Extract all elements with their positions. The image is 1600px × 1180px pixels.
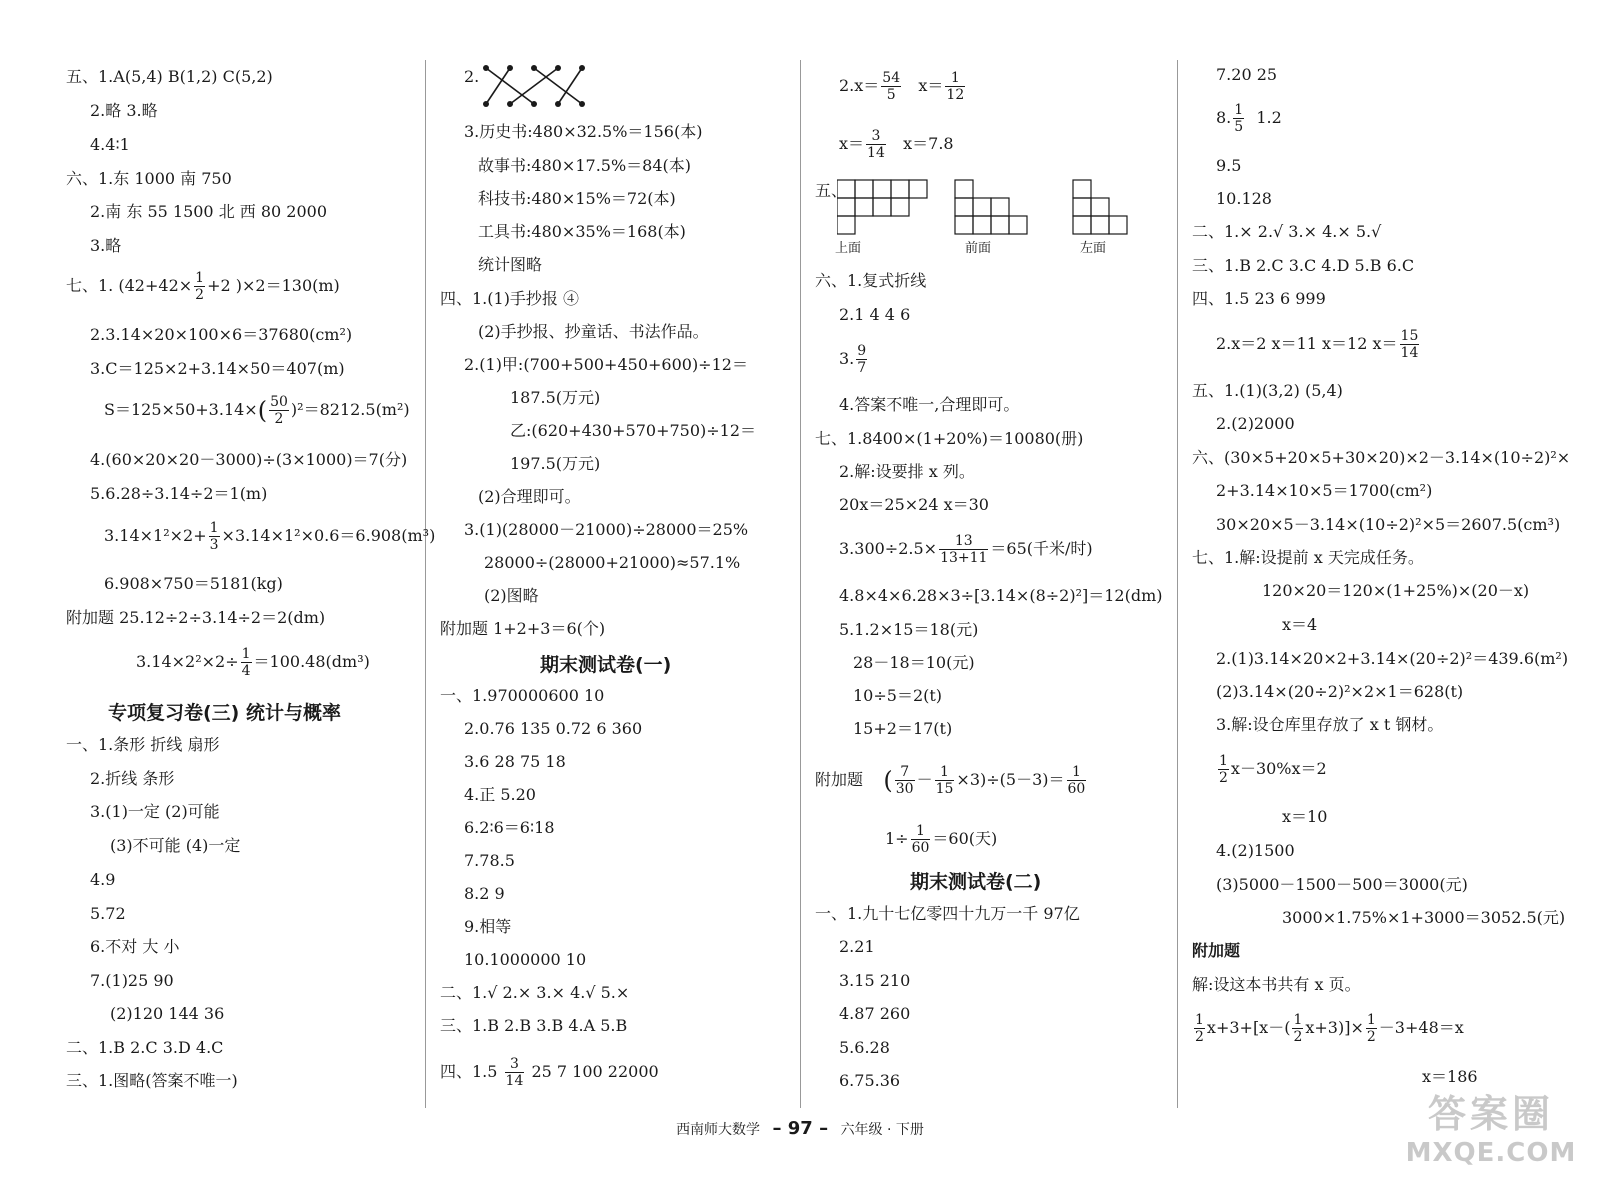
numerator: 1	[209, 520, 219, 536]
expr-part: ＝65(千米/时)	[990, 539, 1093, 558]
fraction	[1292, 1012, 1303, 1045]
site-watermark	[1396, 1083, 1586, 1168]
denominator: 13+11	[940, 550, 988, 566]
answer-line: 4.8×4×6.28×3÷[3.14×(8÷2)²]＝12(dm)	[839, 586, 1163, 605]
answer-line	[104, 520, 435, 553]
denominator: 2	[1293, 1029, 1303, 1045]
answer-line	[464, 66, 479, 88]
answer-line: 3.C＝125×2+3.14×50＝407(m)	[90, 359, 345, 378]
fraction	[939, 533, 988, 566]
expr-part: 1.2	[1256, 108, 1282, 127]
view-label: 左面	[1080, 241, 1107, 256]
answer-line: 二、1.B 2.C 3.D 4.C	[66, 1038, 224, 1057]
answer-line: 4.(2)1500	[1216, 841, 1295, 860]
answer-line: 6.908×750＝5181(kg)	[104, 574, 283, 593]
fraction	[1400, 328, 1420, 361]
answer-line: 10÷5＝2(t)	[853, 686, 943, 705]
answer-line: 工具书:480×35%＝168(本)	[478, 222, 686, 241]
answer-line	[440, 1056, 659, 1089]
answer-line: (2)120 144 36	[110, 1004, 225, 1023]
fraction	[1366, 1012, 1377, 1045]
section-title: 期末测试卷(一)	[540, 654, 672, 676]
numerator: 1	[195, 270, 205, 286]
answer-line: 3.15 210	[839, 971, 911, 990]
answer-line: 附加题 1+2+3＝6(个)	[440, 619, 606, 638]
answer-line: 120×20＝120×(1+25%)×(20－x)	[1262, 581, 1530, 600]
fraction	[856, 343, 867, 376]
numerator: 1	[1067, 764, 1087, 781]
answer-line: 故事书:480×17.5%＝84(本)	[478, 156, 692, 175]
answer-line: 8.2 9	[464, 884, 505, 903]
fraction	[505, 1056, 525, 1089]
answer-line: 六、1.东 1000 南 750	[66, 169, 232, 188]
numerator: 13	[939, 533, 988, 550]
answer-line: 4.4∶1	[90, 135, 130, 154]
answer-line: 六、(30×5+20×5+30×20)×2－3.14×(10÷2)²×	[1192, 448, 1571, 467]
denominator: 2	[1219, 770, 1228, 786]
answer-line: 2.南 东 55 1500 北 西 80 2000	[90, 202, 328, 221]
answer-line	[104, 394, 410, 427]
fraction	[194, 270, 205, 303]
fraction	[1194, 1012, 1205, 1045]
item-number: 8.	[1216, 108, 1232, 127]
answer-line	[1216, 102, 1282, 135]
fraction	[866, 128, 886, 161]
answer-line: 3.6 28 75 18	[464, 752, 566, 771]
expr-part: )÷(5－3)＝	[980, 770, 1065, 789]
denominator: 60	[911, 840, 930, 856]
answer-line: 乙:(620+430+570+750)÷12＝	[510, 421, 757, 440]
expr-part: +2 )×2＝130(m)	[207, 276, 340, 295]
fraction	[911, 823, 931, 856]
answer-line	[136, 646, 370, 679]
denominator: 30	[895, 781, 914, 797]
answer-line: 5.72	[90, 904, 126, 923]
expr-part: 3.14×1²×2+	[104, 526, 207, 545]
answer-line: x＝4	[1282, 615, 1318, 634]
expr-part: x+3)]×	[1305, 1018, 1364, 1037]
answer-line: (3)5000－1500－500＝3000(元)	[1216, 875, 1468, 894]
answer-line	[885, 823, 997, 856]
section-title: 期末测试卷(二)	[910, 871, 1042, 893]
answer-line: 2.略 3.略	[90, 101, 158, 120]
page-number: – 97 –	[772, 1118, 829, 1139]
answer-line: 五、1.A(5,4) B(1,2) C(5,2)	[66, 67, 273, 86]
expr-part: )²＝8212.5(m²)	[290, 400, 410, 419]
answer-line: 20x＝25×24 x＝30	[839, 495, 989, 514]
answer-line: 3.略	[90, 236, 122, 255]
answer-line: 解:设这本书共有 x 页。	[1192, 975, 1361, 994]
expr-part: 25 7 100 22000	[531, 1062, 659, 1081]
numerator: 9	[857, 343, 867, 359]
fraction	[881, 70, 901, 103]
fraction	[209, 520, 220, 553]
expr-part: x＝	[839, 134, 865, 153]
answer-line: 30×20×5－3.14×(10÷2)²×5＝2607.5(cm³)	[1216, 515, 1561, 534]
answer-line: 6.75.36	[839, 1071, 901, 1090]
denominator: 14	[505, 1073, 524, 1089]
answer-line: 28000÷(28000+21000)≈57.1%	[484, 553, 741, 572]
answer-line: (2)图略	[484, 586, 539, 605]
numerator: 1	[945, 70, 965, 87]
expr-part: 1÷	[885, 829, 909, 848]
answer-line: 四、1.5 23 6 999	[1192, 289, 1326, 308]
answer-line: 3.解:设仓库里存放了 x t 钢材。	[1216, 715, 1444, 734]
answer-line	[839, 343, 869, 376]
answer-line: 2.21	[839, 937, 875, 956]
answer-line	[839, 70, 967, 103]
expr-part: 3.300÷2.5×	[839, 539, 938, 558]
numerator: 1	[1219, 753, 1228, 769]
answer-line: (3)不可能 (4)一定	[110, 836, 241, 855]
answer-line: 五、1.(1)(3,2) (5,4)	[1192, 381, 1343, 400]
numerator: 3	[505, 1056, 525, 1073]
answer-line: 2+3.14×10×5＝1700(cm²)	[1216, 481, 1433, 500]
matching-lines-figure	[482, 62, 594, 110]
fraction	[241, 646, 252, 679]
answer-line: 3000×1.75%×1+3000＝3052.5(元)	[1282, 908, 1566, 927]
answer-line: 5.6.28÷3.14÷2＝1(m)	[90, 484, 268, 503]
paren: (	[257, 396, 268, 425]
answer-line: 5.6.28	[839, 1038, 890, 1057]
column-divider	[1177, 60, 1178, 1108]
answer-line	[839, 533, 1093, 566]
answer-line: 科技书:480×15%＝72(本)	[478, 189, 676, 208]
answer-line: 2.(1)甲:(700+500+450+600)÷12＝	[464, 355, 748, 374]
expr-part: ＝100.48(dm³)	[253, 652, 370, 671]
page-footer	[0, 1118, 1600, 1139]
answer-line: x＝186	[1422, 1067, 1478, 1086]
answer-line: 2.1 4 4 6	[839, 305, 911, 324]
answer-line: 10.128	[1216, 189, 1272, 208]
denominator: 14	[867, 145, 885, 161]
fraction	[895, 764, 915, 797]
numerator: 1	[911, 823, 931, 840]
column-divider	[800, 60, 801, 1108]
answer-line: 附加题	[1192, 941, 1241, 960]
answer-line: 二、1.× 2.√ 3.× 4.× 5.√	[1192, 222, 1382, 241]
expr-part: x＝	[918, 76, 944, 95]
answer-line: 4.(60×20×20－3000)÷(3×1000)＝7(分)	[90, 450, 408, 469]
answer-line: 9.5	[1216, 156, 1242, 175]
answer-line: 3.历史书:480×32.5%＝156(本)	[464, 122, 703, 141]
item-number: 2.	[464, 67, 480, 86]
answer-line: 3.(1)一定 (2)可能	[90, 802, 220, 821]
numerator: 1	[935, 764, 955, 781]
watermark-logo-text: 答案圈	[1427, 1092, 1554, 1136]
expr-part: ×3	[956, 770, 980, 789]
answer-line: x＝10	[1282, 807, 1328, 826]
numerator: 1	[241, 646, 251, 662]
answer-line: 6.不对 大 小	[90, 937, 180, 956]
answer-line: 4.9	[90, 870, 116, 889]
denominator: 7	[857, 360, 867, 376]
answer-line: 2.解:设要排 x 列。	[839, 462, 975, 481]
denominator: 4	[241, 663, 251, 679]
answer-line: 六、1.复式折线	[815, 271, 927, 290]
answer-line: 2.(2)2000	[1216, 414, 1295, 433]
answer-line: 2.3.14×20×100×6＝37680(cm²)	[90, 325, 353, 344]
answer-line: 二、1.√ 2.× 3.× 4.√ 5.×	[440, 983, 630, 1002]
column-divider	[425, 60, 426, 1108]
denominator: 60	[1067, 781, 1086, 797]
answer-line: 4.87 260	[839, 1004, 911, 1023]
denominator: 12	[946, 87, 965, 103]
answer-line: 一、1.970000600 10	[440, 686, 605, 705]
answer-line: 9.相等	[464, 917, 512, 936]
answer-line: 7.20 25	[1216, 65, 1278, 84]
answer-line: 28－18＝10(元)	[853, 653, 975, 672]
denominator: 2	[195, 287, 205, 303]
answer-line: 三、1.图略(答案不唯一)	[66, 1071, 238, 1090]
numerator: 54	[882, 70, 901, 86]
denominator: 14	[1400, 345, 1419, 361]
answer-line: 七、1.8400×(1+20%)＝10080(册)	[815, 429, 1084, 448]
footer-grade: 六年级 · 下册	[840, 1122, 924, 1138]
numerator: 7	[895, 764, 915, 781]
expr-part: x+3+[x－(	[1206, 1018, 1291, 1037]
answer-line: 4.正 5.20	[464, 785, 536, 804]
answer-line: 3.(1)(28000－21000)÷28000＝25%	[464, 520, 749, 539]
answer-line: 附加题 ( $\frac{7}{30}$ － $\frac{1}{15}$ ×3)÷(5－3)＝ $\frac{1}{60}$	[815, 764, 1086, 797]
answer-line: 15+2＝17(t)	[853, 719, 953, 738]
expr-part: x＝7.8	[903, 134, 954, 153]
fraction	[269, 394, 289, 427]
expr-part: S＝125×50+3.14×	[104, 400, 258, 419]
answer-line: 一、1.条形 折线 扇形	[66, 735, 220, 754]
answer-line: (2)手抄报、抄童话、书法作品。	[478, 322, 709, 341]
answer-line: 2.(1)3.14×20×2+3.14×(20÷2)²＝439.6(m²)	[1216, 649, 1569, 668]
answer-line	[1192, 1012, 1464, 1045]
denominator: 5	[1234, 119, 1244, 135]
item-number: 3.	[839, 349, 855, 368]
answer-line	[1216, 753, 1327, 786]
answer-line: (2)3.14×(20÷2)²×2×1＝628(t)	[1216, 682, 1464, 701]
answer-line: (2)合理即可。	[478, 487, 581, 506]
numerator: 1	[1366, 1012, 1376, 1028]
numerator: 1	[1195, 1012, 1204, 1028]
view-label: 前面	[965, 241, 992, 256]
numerator: 3	[866, 128, 886, 145]
section-title: 专项复习卷(三) 统计与概率	[108, 702, 341, 724]
answer-line: 4.答案不唯一,合理即可。	[839, 395, 1020, 414]
answer-line: 五、	[815, 181, 848, 200]
answer-line: 10.1000000 10	[464, 950, 587, 969]
expr-part: 四、1.5	[440, 1062, 498, 1081]
answer-line	[66, 270, 340, 303]
answer-line: 7.(1)25 90	[90, 971, 174, 990]
expr-part: 3.14×2²×2÷	[136, 652, 239, 671]
answer-line: 197.5(万元)	[510, 454, 601, 473]
answer-line: 187.5(万元)	[510, 388, 601, 407]
expr-part: x－30%x＝2	[1230, 759, 1327, 778]
denominator: 2	[274, 411, 284, 427]
denominator: 3	[209, 537, 219, 553]
expr-part: ＝60(天)	[932, 829, 998, 848]
answer-line: 2.折线 条形	[90, 769, 175, 788]
answer-line: 三、1.B 2.B 3.B 4.A 5.B	[440, 1016, 628, 1035]
item-number: 附加题	[815, 770, 864, 789]
denominator: 2	[1366, 1029, 1376, 1045]
numerator: 1	[1293, 1012, 1303, 1028]
denominator: 5	[886, 87, 896, 103]
denominator: 2	[1195, 1029, 1204, 1045]
expr-part: (42+42×	[118, 276, 193, 295]
item-number: 七、1.	[66, 276, 114, 295]
numerator: 50	[270, 394, 288, 410]
expr-part: ×3.14×1²×0.6＝6.908(m³)	[221, 526, 436, 545]
fraction	[1218, 753, 1229, 786]
fraction	[945, 70, 965, 103]
answer-line: 三、1.B 2.C 3.C 4.D 5.B 6.C	[1192, 256, 1415, 275]
answer-line	[839, 128, 954, 161]
watermark-url: MXQE.COM	[1405, 1138, 1577, 1168]
answer-line: 四、1.(1)手抄报 ④	[440, 289, 580, 308]
fraction	[1233, 102, 1244, 135]
answer-line: 2.0.76 135 0.72 6 360	[464, 719, 643, 738]
answer-line: 7.78.5	[464, 851, 515, 870]
answer-line: 6.2∶6＝6∶18	[464, 818, 555, 837]
answer-line: 5.1.2×15＝18(元)	[839, 620, 979, 639]
numerator: 1	[1234, 102, 1244, 118]
view-label: 上面	[835, 241, 862, 256]
expr-part: 2.x＝2 x＝11 x＝12 x＝	[1216, 334, 1398, 353]
expr-part: －3+48＝x	[1378, 1018, 1464, 1037]
numerator: 15	[1400, 328, 1419, 344]
answer-line	[1216, 328, 1421, 361]
answer-line: 一、1.九十七亿零四十九万一千 97亿	[815, 904, 1080, 923]
answer-line: 附加题 25.12÷2÷3.14÷2＝2(dm)	[66, 608, 326, 627]
fraction	[935, 764, 955, 797]
answer-line: 统计图略	[478, 255, 543, 274]
denominator: 15	[935, 781, 954, 797]
footer-book-title: 西南师大数学	[676, 1122, 761, 1138]
answer-line: 七、1.解:设提前 x 天完成任务。	[1192, 548, 1424, 567]
fraction	[1067, 764, 1087, 797]
expr-part: 2.x＝	[839, 76, 880, 95]
